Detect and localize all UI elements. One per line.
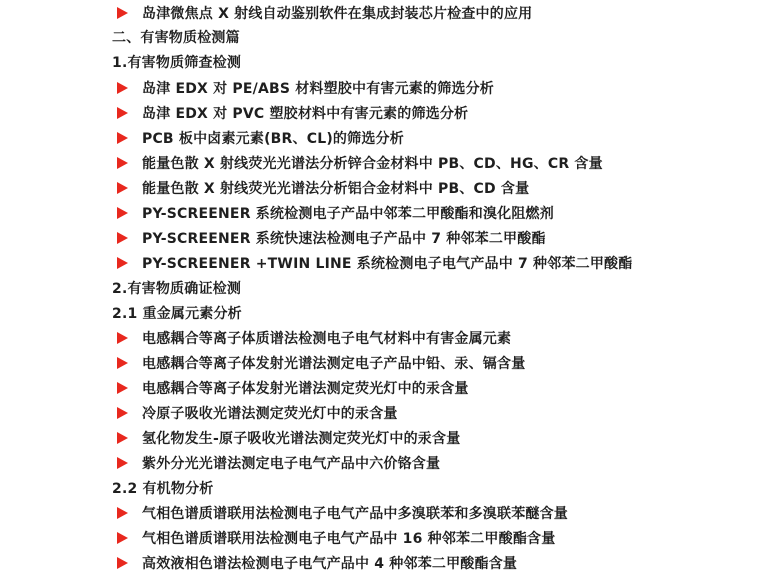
list-item: [117, 425, 460, 450]
red-arrow-bullet-icon: [117, 82, 128, 94]
list-item-text: 岛津 EDX 对 PVC 塑胶材料中有害元素的筛选分析: [142, 105, 469, 122]
list-item-text: 岛津 EDX 对 PE/ABS 材料塑胶中有害元素的筛选分析: [142, 80, 494, 97]
list-item: [117, 225, 546, 250]
red-arrow-bullet-icon: [117, 182, 128, 194]
list-item: [117, 325, 511, 350]
list-item-text: PCB 板中卤素元素(BR、CL)的筛选分析: [142, 130, 404, 147]
section-heading: [112, 49, 241, 74]
list-item: [117, 75, 494, 100]
red-arrow-bullet-icon: [117, 232, 128, 244]
section-heading: [112, 300, 242, 325]
list-item-text: PY-SCREENER 系统快速法检测电子产品中 7 种邻苯二甲酸酯: [142, 230, 546, 247]
heading-text: 2.有害物质确证检测: [112, 280, 242, 297]
heading-text: 二、有害物质检测篇: [112, 29, 240, 46]
list-item: [117, 175, 529, 200]
list-item-text: 气相色谱质谱联用法检测电子电气产品中 16 种邻苯二甲酸酯含量: [142, 530, 556, 547]
list-item: [117, 200, 554, 225]
heading-text: 2.2 有机物分析: [112, 480, 214, 497]
red-arrow-bullet-icon: [117, 557, 128, 569]
red-arrow-bullet-icon: [117, 107, 128, 119]
list-item-text: 能量色散 X 射线荧光光谱法分析锌合金材料中 PB、CD、HG、CR 含量: [142, 155, 603, 172]
list-item-text: 电感耦合等离子体发射光谱法测定电子产品中铅、汞、镉含量: [142, 355, 526, 372]
section-heading: [112, 24, 240, 49]
list-item: [117, 100, 468, 125]
list-item: [117, 550, 517, 575]
red-arrow-bullet-icon: [117, 507, 128, 519]
list-item-text: PY-SCREENER 系统检测电子产品中邻苯二甲酸酯和溴化阻燃剂: [142, 205, 554, 222]
list-item-text: PY-SCREENER +TWIN LINE 系统检测电子电气产品中 7 种邻苯二甲酸酯: [142, 255, 633, 272]
red-arrow-bullet-icon: [117, 332, 128, 344]
list-item: [117, 0, 532, 25]
section-heading: [112, 475, 213, 500]
list-item-text: 紫外分光光谱法测定电子电气产品中六价铬含量: [142, 455, 441, 472]
list-item: [117, 525, 555, 550]
red-arrow-bullet-icon: [117, 382, 128, 394]
list-item: [117, 125, 404, 150]
red-arrow-bullet-icon: [117, 132, 128, 144]
list-item-text: 氢化物发生-原子吸收光谱法测定荧光灯中的汞含量: [142, 430, 461, 447]
list-item: [117, 350, 525, 375]
list-item-text: 高效液相色谱法检测电子电气产品中 4 种邻苯二甲酸酯含量: [142, 555, 518, 572]
list-item-text: 气相色谱质谱联用法检测电子电气产品中多溴联苯和多溴联苯醚含量: [142, 505, 568, 522]
section-heading: [112, 275, 241, 300]
list-item-text: 岛津微焦点 X 射线自动鉴别软件在集成封装芯片检查中的应用: [142, 5, 533, 22]
red-arrow-bullet-icon: [117, 532, 128, 544]
list-item-text: 电感耦合等离子体质谱法检测电子电气材料中有害金属元素: [142, 330, 512, 347]
red-arrow-bullet-icon: [117, 432, 128, 444]
list-item: [117, 250, 632, 275]
list-item: [117, 500, 568, 525]
red-arrow-bullet-icon: [117, 157, 128, 169]
list-item: [117, 375, 469, 400]
red-arrow-bullet-icon: [117, 257, 128, 269]
list-item: [117, 400, 398, 425]
list-item-text: 冷原子吸收光谱法测定荧光灯中的汞含量: [142, 405, 398, 422]
list-item: [117, 450, 440, 475]
heading-text: 1.有害物质筛查检测: [112, 54, 242, 71]
list-item-text: 电感耦合等离子体发射光谱法测定荧光灯中的汞含量: [142, 380, 469, 397]
red-arrow-bullet-icon: [117, 357, 128, 369]
heading-text: 2.1 重金属元素分析: [112, 305, 242, 322]
red-arrow-bullet-icon: [117, 407, 128, 419]
list-item: [117, 150, 603, 175]
red-arrow-bullet-icon: [117, 457, 128, 469]
red-arrow-bullet-icon: [117, 7, 128, 19]
red-arrow-bullet-icon: [117, 207, 128, 219]
list-item-text: 能量色散 X 射线荧光光谱法分析铝合金材料中 PB、CD 含量: [142, 180, 530, 197]
